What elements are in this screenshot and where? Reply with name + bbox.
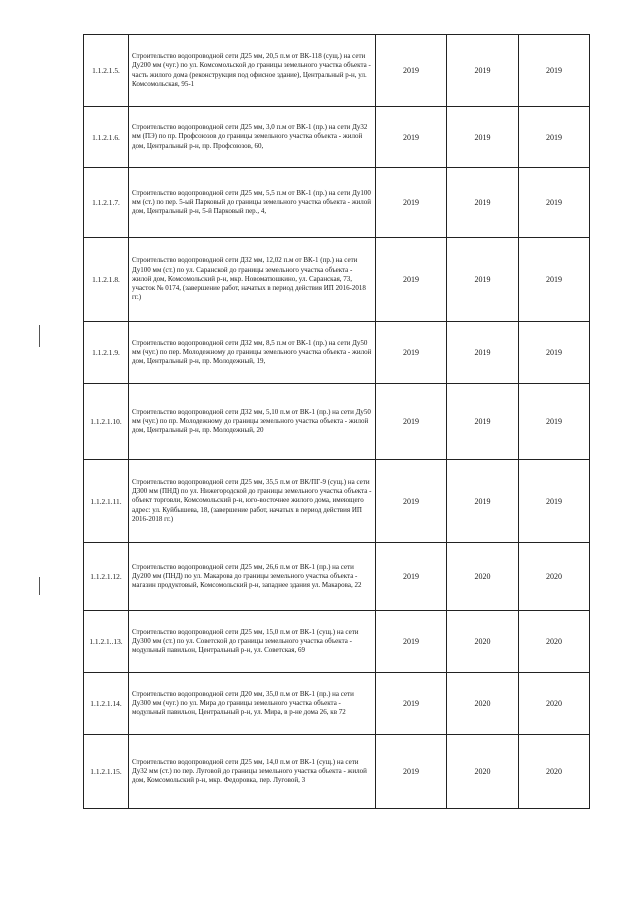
year-start-cell: 2019 — [376, 735, 447, 809]
table-row — [84, 107, 590, 168]
construction-description-cell: Строительство водопроводной сети Д25 мм, 5,5 п.м от ВК-1 (пр.) на сети Ду100 мм (ст.) по пер. 5-ый Парковый до границы земельного участка объекта - жилой дом, Центральный р-н, 5-й Парковый пер., 4, — [129, 168, 376, 238]
table-row — [84, 238, 590, 322]
year-mid-cell: 2020 — [447, 673, 519, 735]
item-number-cell: 1.1.2.1.7. — [84, 168, 129, 238]
year-end-cell: 2019 — [519, 460, 590, 543]
table-row — [84, 384, 590, 460]
year-mid-cell: 2019 — [447, 107, 519, 168]
item-number-cell: 1.1.2.1.9. — [84, 322, 129, 384]
left-margin-bracket-mark — [39, 325, 40, 347]
year-end-cell: 2019 — [519, 322, 590, 384]
year-mid-cell: 2020 — [447, 543, 519, 611]
table-row — [84, 35, 590, 107]
construction-description-cell: Строительство водопроводной сети Д25 мм, 26,6 п.м от ВК-1 (пр.) на сети Ду200 мм (ПНД) по ул. Макарова до границы земельного участка объекта - магазин продуктовый, Комсомольский р-н, западнее здания ул. Макарова, 22 — [129, 543, 376, 611]
year-end-cell: 2019 — [519, 35, 590, 107]
item-number-cell: 1.1.2.1.14. — [84, 673, 129, 735]
item-number-cell: 1.1.2.1.12. — [84, 543, 129, 611]
item-number-cell: 1.1.2.1.10. — [84, 384, 129, 460]
year-start-cell: 2019 — [376, 611, 447, 673]
year-mid-cell: 2019 — [447, 322, 519, 384]
table-row — [84, 611, 590, 673]
investment-program-table — [83, 34, 590, 809]
table-row — [84, 735, 590, 809]
construction-description-cell: Строительство водопроводной сети Д20 мм, 35,0 п.м от ВК-1 (пр.) на сети Ду300 мм (чуг.) по ул. Мира до границы земельного участка объекта - модульный павильон, Центральный р-н, ул. Мира, в р-не дома 26, кв 72 — [129, 673, 376, 735]
year-end-cell: 2020 — [519, 673, 590, 735]
construction-description-cell: Строительство водопроводной сети Д32 мм, 8,5 п.м от ВК-1 (пр.) на сети Ду50 мм (чуг.) по пер. Молодежному до границы земельного участка объекта - жилой дом, Центральный р-н, пр. Молодежный, 19, — [129, 322, 376, 384]
construction-description-cell: Строительство водопроводной сети Д25 мм, 15,0 п.м от ВК-1 (сущ.) на сети Ду300 мм (ст.) по ул. Советской до границы земельного участка объекта - модульный павильон, Центральный р-н, ул. Советская, 69 — [129, 611, 376, 673]
year-end-cell: 2019 — [519, 238, 590, 322]
construction-description-cell: Строительство водопроводной сети Д32 мм, 12,02 п.м от ВК-1 (пр.) на сети Ду100 мм (ст.) по ул. Саранской до границы земельного участка объекта - жилой дом, Комсомольский р-н, мкр. Новоматюшкино, ул. Саранская, 73, участок № 0174, (завершение работ, начатых в период действия ИП 2016-2018 гг.) — [129, 238, 376, 322]
table-row — [84, 543, 590, 611]
year-start-cell: 2019 — [376, 107, 447, 168]
construction-description-cell: Строительство водопроводной сети Д25 мм, 14,0 п.м от ВК-1 (сущ.) на сети Ду32 мм (ст.) по пер. Луговой до границы земельного участка объекта - жилой дом, Комсомольский р-н, мкр. Федоровка, пер. Луговой, 3 — [129, 735, 376, 809]
year-start-cell: 2019 — [376, 35, 447, 107]
item-number-cell: 1.1.2.1.8. — [84, 238, 129, 322]
year-end-cell: 2019 — [519, 168, 590, 238]
year-end-cell: 2019 — [519, 384, 590, 460]
table-row — [84, 460, 590, 543]
table-row — [84, 322, 590, 384]
year-start-cell: 2019 — [376, 460, 447, 543]
construction-description-cell: Строительство водопроводной сети Д25 мм, 20,5 п.м от ВК-118 (сущ.) на сети Ду200 мм (чуг.) по ул. Комсомольской до границы земельного участка объекта - часть жилого дома (реконструкция под офисное здание), Центральный р-н, ул. Комсомольская, 95-1 — [129, 35, 376, 107]
construction-description-cell: Строительство водопроводной сети Д25 мм, 3,0 п.м от ВК-1 (пр.) на сети Ду32 мм (ПЭ) по пр. Профсоюзов до границы земельного участка объекта - жилой дом, Центральный р-н, пр. Профсоюзов, 60, — [129, 107, 376, 168]
item-number-cell: 1.1.2.1.6. — [84, 107, 129, 168]
year-mid-cell: 2019 — [447, 460, 519, 543]
year-mid-cell: 2019 — [447, 168, 519, 238]
year-start-cell: 2019 — [376, 543, 447, 611]
year-mid-cell: 2019 — [447, 384, 519, 460]
year-mid-cell: 2020 — [447, 611, 519, 673]
year-start-cell: 2019 — [376, 238, 447, 322]
year-end-cell: 2020 — [519, 735, 590, 809]
item-number-cell: 1.1.2.1.5. — [84, 35, 129, 107]
construction-description-cell: Строительство водопроводной сети Д25 мм, 35,5 п.м от ВК/ПГ-9 (сущ.) на сети Д300 мм (ПНД) по ул. Нижегородской до границы земельного участка объекта - объект торговли, Комсомольский р-н, юго-восточнее жилого дома, имеющего адрес: ул. Куйбышева, 18, (завершение работ, начатых в период действия ИП 2016-2018 гг.) — [129, 460, 376, 543]
item-number-cell: 1.1.2.1.11. — [84, 460, 129, 543]
table-row — [84, 168, 590, 238]
year-start-cell: 2019 — [376, 384, 447, 460]
year-start-cell: 2019 — [376, 322, 447, 384]
year-end-cell: 2020 — [519, 543, 590, 611]
table-row — [84, 673, 590, 735]
construction-description-cell: Строительство водопроводной сети Д32 мм, 5,10 п.м от ВК-1 (пр.) на сети Ду50 мм (чуг.) по пр. Молодежному до границы земельного участка объекта - жилой дом, Центральный р-н, пр. Молодежный, 20 — [129, 384, 376, 460]
year-mid-cell: 2020 — [447, 735, 519, 809]
year-mid-cell: 2019 — [447, 238, 519, 322]
year-start-cell: 2019 — [376, 673, 447, 735]
year-end-cell: 2019 — [519, 107, 590, 168]
item-number-cell: 1.1.2.1.15. — [84, 735, 129, 809]
item-number-cell: 1.1.2.1..13. — [84, 611, 129, 673]
year-mid-cell: 2019 — [447, 35, 519, 107]
table-body — [84, 35, 590, 809]
year-start-cell: 2019 — [376, 168, 447, 238]
left-margin-bracket-mark — [39, 577, 40, 595]
year-end-cell: 2020 — [519, 611, 590, 673]
